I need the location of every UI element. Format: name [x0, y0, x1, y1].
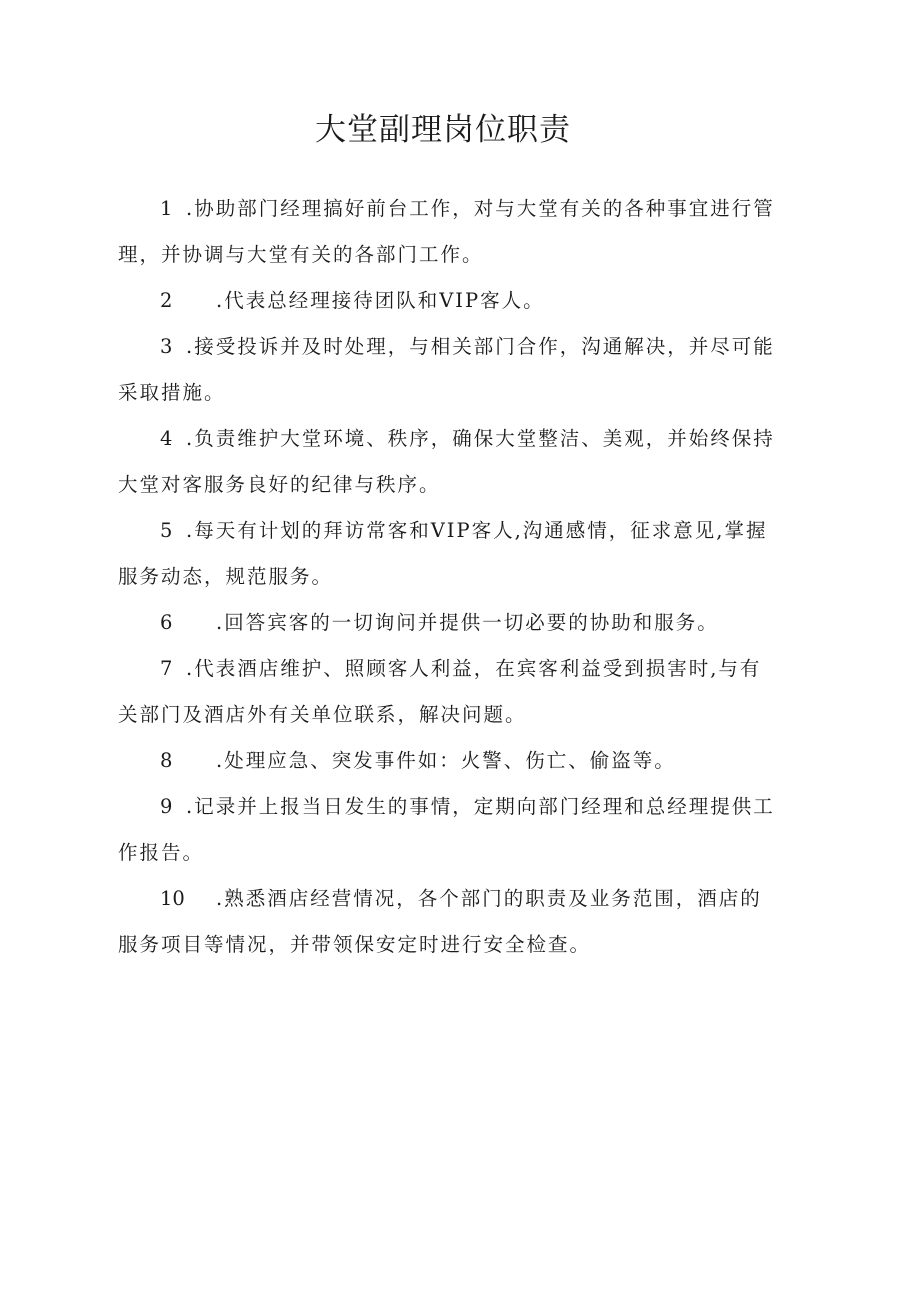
item-number: 7	[160, 657, 173, 680]
item-number: 5	[160, 519, 173, 542]
duty-item-5	[118, 508, 778, 600]
item-number: 2	[160, 289, 173, 312]
duty-item-6	[118, 600, 778, 646]
document-title: 大堂副理岗位职责	[315, 112, 571, 148]
item-text: .每天有计划的拜访常客和VIP客人,沟通感情，征求意见,掌握服务动态，规范服务。	[118, 519, 768, 588]
item-text: .处理应急、突发事件如：火警、伤亡、偷盗等。	[216, 749, 676, 772]
item-text: .代表酒店维护、照顾客人利益，在宾客利益受到损害时,与有关部门及酒店外有关单位联系，解决问题。	[118, 657, 762, 726]
item-text: .负责维护大堂环境、秩序，确保大堂整洁、美观，并始终保持大堂对客服务良好的纪律与秩序。	[118, 427, 775, 496]
item-number: 1	[160, 197, 173, 220]
duty-item-7	[118, 646, 778, 738]
item-text: .协助部门经理搞好前台工作，对与大堂有关的各种事宜进行管理，并协调与大堂有关的各部门工作。	[118, 197, 775, 266]
item-number: 8	[160, 749, 173, 772]
item-number: 4	[160, 427, 173, 450]
duty-item-9	[118, 784, 778, 876]
duty-item-8	[118, 738, 778, 784]
duty-item-4	[118, 416, 778, 508]
document-body	[118, 186, 778, 968]
duty-item-10	[118, 876, 778, 968]
item-text: .代表总经理接待团队和VIP客人。	[216, 289, 545, 312]
item-number: 3	[160, 335, 173, 358]
item-number: 9	[160, 795, 173, 818]
item-number: 6	[160, 611, 173, 634]
item-text: .熟悉酒店经营情况，各个部门的职责及业务范围，酒店的服务项目等情况，并带领保安定时进行安全检查。	[118, 887, 762, 956]
item-number: 10	[160, 887, 185, 910]
item-text: .接受投诉并及时处理，与相关部门合作，沟通解决，并尽可能采取措施。	[118, 335, 775, 404]
duty-item-2	[118, 278, 778, 324]
duty-item-1	[118, 186, 778, 278]
duty-item-3	[118, 324, 778, 416]
item-text: .记录并上报当日发生的事情，定期向部门经理和总经理提供工作报告。	[118, 795, 775, 864]
item-text: .回答宾客的一切询问并提供一切必要的协助和服务。	[216, 611, 719, 634]
